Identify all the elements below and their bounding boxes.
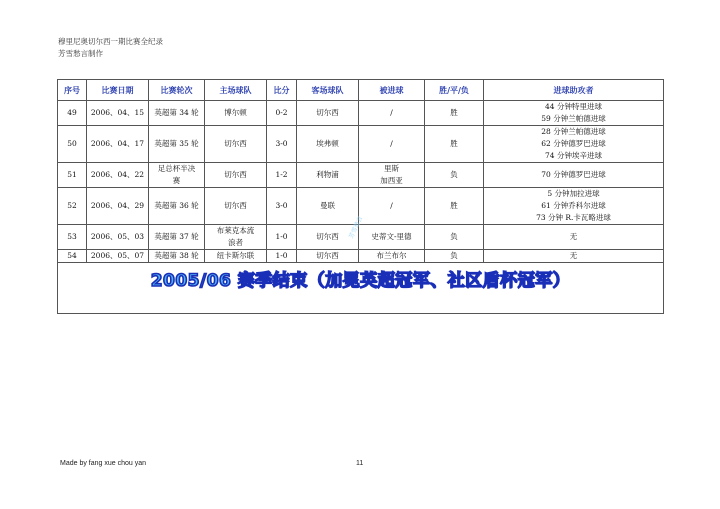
column-header: 被进球 — [359, 80, 425, 101]
away-team-cell — [297, 126, 359, 163]
match-score-cell — [267, 250, 297, 263]
match-date: 2006、04、29 — [90, 201, 145, 210]
home-team: 切尔西 — [224, 201, 247, 210]
table-row — [58, 101, 664, 126]
match-score-cell — [267, 101, 297, 126]
home-team: 浪者 — [228, 238, 243, 247]
table-row — [58, 126, 664, 163]
conceded-scorer: 布兰布尔 — [376, 251, 407, 260]
match-result: 胜 — [450, 108, 458, 117]
match-round: 英超第 38 轮 — [154, 251, 199, 260]
away-team-cell — [297, 188, 359, 225]
match-number: 52 — [67, 201, 77, 210]
match-score-cell — [267, 126, 297, 163]
home-team: 切尔西 — [224, 170, 247, 179]
match-date-cell — [87, 188, 149, 225]
match-round: 足总杯半决 — [157, 164, 196, 173]
column-header: 比赛日期 — [87, 80, 149, 101]
match-number-cell — [58, 225, 87, 250]
goal-scorers-cell — [484, 250, 664, 263]
match-round: 英超第 35 轮 — [154, 139, 199, 148]
conceded-scorer-cell — [359, 188, 425, 225]
match-round: 赛 — [172, 176, 181, 185]
match-number: 54 — [67, 251, 77, 260]
match-result: 负 — [450, 170, 458, 179]
match-number-cell — [58, 163, 87, 188]
goal-scorers-cell — [484, 163, 664, 188]
match-date: 2006、05、03 — [90, 232, 145, 241]
match-date-cell — [87, 163, 149, 188]
match-date: 2006、04、22 — [90, 170, 145, 179]
match-score: 0-2 — [275, 108, 288, 117]
goal-scorers: 61 分钟乔科尔进球 — [541, 201, 606, 210]
home-team: 博尔顿 — [224, 108, 247, 117]
match-round-cell — [149, 163, 205, 188]
away-team: 切尔西 — [316, 251, 339, 260]
goal-scorers: 5 分钟加拉进球 — [547, 189, 600, 198]
goal-scorers: 28 分钟兰帕德进球 — [541, 127, 606, 136]
table-header-row — [58, 80, 664, 101]
conceded-scorer: 史蒂文-里德 — [371, 232, 412, 241]
match-round-cell — [149, 101, 205, 126]
table-row — [58, 163, 664, 188]
goal-scorers: 62 分钟德罗巴进球 — [541, 139, 606, 148]
away-team: 切尔西 — [316, 232, 339, 241]
match-number: 51 — [67, 170, 77, 179]
header-title: 穆里尼奥切尔西一期比赛全纪录 — [58, 37, 163, 46]
conceded-scorer-cell — [359, 126, 425, 163]
column-header: 胜/平/负 — [425, 80, 484, 101]
away-team: 切尔西 — [316, 108, 339, 117]
match-date-cell — [87, 250, 149, 263]
match-number-cell — [58, 250, 87, 263]
match-result: 胜 — [450, 201, 458, 210]
goal-scorers-cell — [484, 188, 664, 225]
match-date-cell — [87, 101, 149, 126]
conceded-scorer: 里斯 — [384, 164, 399, 173]
match-score-cell — [267, 163, 297, 188]
match-round: 英超第 37 轮 — [154, 232, 199, 241]
match-score-cell — [267, 225, 297, 250]
match-round: 英超第 36 轮 — [154, 201, 199, 210]
footer-credit: Made by fang xue chou yan — [60, 460, 147, 467]
season-end-cell — [58, 263, 664, 314]
season-end-banner: 2005/06 赛季结束（加冕英超冠军、社区盾杯冠军） — [150, 270, 571, 291]
conceded-scorer: / — [390, 108, 393, 117]
goal-scorers: 59 分钟兰帕德进球 — [541, 114, 606, 123]
home-team-cell — [205, 225, 267, 250]
match-result-cell — [425, 250, 484, 263]
home-team-cell — [205, 101, 267, 126]
match-number: 49 — [67, 108, 77, 117]
goal-scorers: 无 — [569, 232, 578, 241]
header-author: 芳雪愁言制作 — [58, 49, 103, 58]
column-header: 序号 — [58, 80, 87, 101]
match-date: 2006、05、07 — [90, 251, 145, 260]
away-team: 利物浦 — [316, 170, 339, 179]
match-result-cell — [425, 163, 484, 188]
goal-scorers-cell — [484, 101, 664, 126]
home-team: 切尔西 — [224, 139, 247, 148]
match-score: 1-0 — [275, 251, 288, 260]
conceded-scorer-cell — [359, 225, 425, 250]
away-team-cell — [297, 101, 359, 126]
match-result: 胜 — [450, 139, 458, 148]
match-number: 53 — [67, 232, 77, 241]
match-date: 2006、04、17 — [90, 139, 145, 148]
goal-scorers-cell — [484, 225, 664, 250]
match-round-cell — [149, 188, 205, 225]
match-number: 50 — [67, 139, 77, 148]
match-result: 负 — [450, 232, 458, 241]
match-result-cell — [425, 188, 484, 225]
away-team: 曼联 — [320, 201, 335, 210]
home-team: 纽卡斯尔联 — [216, 251, 255, 260]
home-team-cell — [205, 250, 267, 263]
watermark: 芳雪愁言 — [347, 215, 365, 240]
goal-scorers: 70 分钟德罗巴进球 — [541, 170, 606, 179]
conceded-scorer: / — [390, 201, 393, 210]
match-date: 2006、04、15 — [90, 108, 145, 117]
away-team-cell — [297, 163, 359, 188]
document-header — [58, 36, 163, 60]
match-score: 3-0 — [275, 139, 288, 148]
match-result-cell — [425, 225, 484, 250]
conceded-scorer-cell — [359, 163, 425, 188]
match-round-cell — [149, 126, 205, 163]
match-record-table — [57, 79, 664, 314]
home-team: 布莱克本流 — [216, 226, 255, 235]
goal-scorers: 无 — [569, 251, 578, 260]
home-team-cell — [205, 188, 267, 225]
away-team: 埃弗顿 — [316, 139, 339, 148]
table-row — [58, 250, 664, 263]
match-score: 1-2 — [275, 170, 288, 179]
conceded-scorer-cell — [359, 101, 425, 126]
conceded-scorer-cell — [359, 250, 425, 263]
match-date-cell — [87, 225, 149, 250]
column-header: 比赛轮次 — [149, 80, 205, 101]
match-result: 负 — [450, 251, 458, 260]
column-header: 主场球队 — [205, 80, 267, 101]
goal-scorers: 73 分钟 R.卡瓦略进球 — [536, 213, 611, 222]
table-row — [58, 225, 664, 250]
goal-scorers-cell — [484, 126, 664, 163]
match-round: 英超第 34 轮 — [154, 108, 199, 117]
away-team-cell — [297, 250, 359, 263]
match-score-cell — [267, 188, 297, 225]
goal-scorers: 44 分钟特里进球 — [545, 102, 602, 111]
match-number-cell — [58, 188, 87, 225]
conceded-scorer: 加西亚 — [380, 176, 403, 185]
match-result-cell — [425, 101, 484, 126]
match-number-cell — [58, 101, 87, 126]
match-round-cell — [149, 225, 205, 250]
home-team-cell — [205, 163, 267, 188]
match-date-cell — [87, 126, 149, 163]
goal-scorers: 74 分钟埃辛进球 — [545, 151, 602, 160]
match-number-cell — [58, 126, 87, 163]
match-score: 1-0 — [275, 232, 288, 241]
home-team-cell — [205, 126, 267, 163]
page-number: 11 — [356, 460, 364, 467]
match-result-cell — [425, 126, 484, 163]
column-header: 进球助攻者 — [484, 80, 664, 101]
match-round-cell — [149, 250, 205, 263]
match-score: 3-0 — [275, 201, 288, 210]
column-header: 比分 — [267, 80, 297, 101]
conceded-scorer: / — [390, 139, 393, 148]
column-header: 客场球队 — [297, 80, 359, 101]
